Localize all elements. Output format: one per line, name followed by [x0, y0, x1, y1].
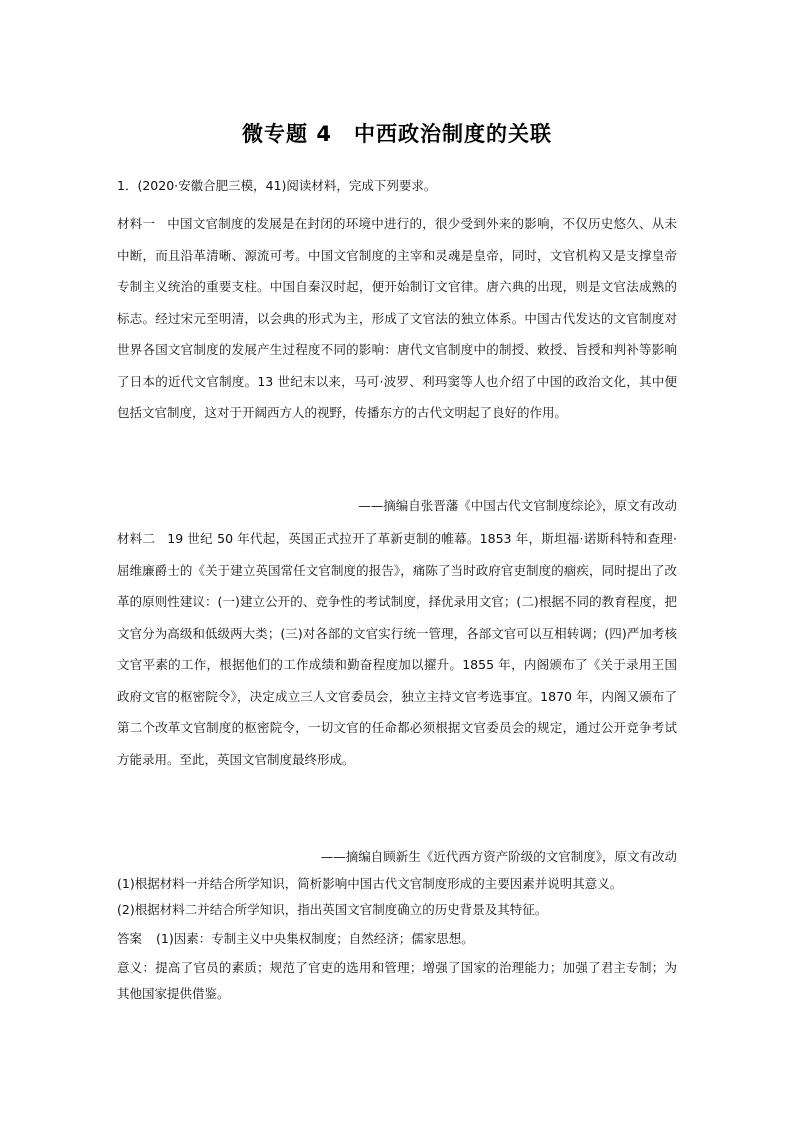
- material-one-label: 材料一: [117, 216, 156, 231]
- material-one-source: ——摘编自张晋藩《中国古代文官制度综论》，原文有改动: [358, 498, 677, 513]
- question-part-two: (2)根据材料二并结合所学知识，指出英国文官制度确立的历史背景及其特征。: [117, 902, 548, 917]
- material-two-label: 材料二: [117, 531, 156, 546]
- answer-significance: 意义：提高了官员的素质；规范了官吏的选用和管理；增强了国家的治理能力；加强了君主专制；为其他国家提供借鉴。: [117, 960, 677, 1001]
- material-two-text: 19 世纪 50 年代起，英国正式拉开了革新吏制的帷幕。1853 年，斯坦福·诺斯科特和查理·屈维廉爵士的《关于建立英国常任文官制度的报告》，痛陈了当时政府官吏制度的痼疾，同时提出了改革的原则性建议：(一)建立公开的、竞争性的考试制度，择优录用文官；(二)根据不同的教育程度，把文官分为高级和低级两大类；(三)对各部的文官实行统一管理，各部文官可以互相转调；(四)严加考核文官平素的工作，根据他们的工作成绩和勤奋程度加以擢升。1855 年，内阁颁布了《关于录用王国政府文官的枢密院令》，决定成立三人文官委员会，独立主持文官考选事宜。1870 年，内阁又颁布了第二个改革文官制度的枢密院令，一切文官的任命都必须根据文官委员会的规定，通过公开竞争考试方能录用。至此，英国文官制度最终形成。: [117, 531, 677, 767]
- material-one: [117, 208, 677, 429]
- material-two: [117, 523, 677, 775]
- answer-label: 答案: [117, 931, 143, 946]
- material-two-source: ——摘编自顾新生《近代西方资产阶级的文官制度》，原文有改动: [320, 849, 677, 864]
- question-intro: 1．(2020·安徽合肥三模，41)阅读材料，完成下列要求。: [117, 178, 437, 193]
- material-one-text: 中国文官制度的发展是在封闭的环境中进行的，很少受到外来的影响，不仅历史悠久、从未中断，而且沿革清晰、源流可考。中国文官制度的主宰和灵魂是皇帝，同时，文官机构又是支撑皇帝专制主义统治的重要支柱。中国自秦汉时起，便开始制订文官律。唐六典的出现，则是文官法成熟的标志。经过宋元至明清，以会典的形式为主，形成了文官法的独立体系。中国古代发达的文官制度对世界各国文官制度的发展产生过程度不同的影响：唐代文官制度中的制授、敕授、旨授和判补等影响了日本的近代文官制度。13 世纪末以来，马可·波罗、利玛窦等人也介绍了中国的政治文化，其中便包括文官制度，这对于开阔西方人的视野，传播东方的古代文明起了良好的作用。: [117, 216, 677, 420]
- page-title: 微专题 4 中西政治制度的关联: [242, 122, 552, 146]
- question-part-one: (1)根据材料一并结合所学知识，简析影响中国古代文官制度形成的主要因素并说明其意义。: [117, 876, 623, 891]
- answer-part-one: (1)因素：专制主义中央集权制度；自然经济；儒家思想。: [156, 931, 474, 946]
- answer-line: [117, 929, 677, 949]
